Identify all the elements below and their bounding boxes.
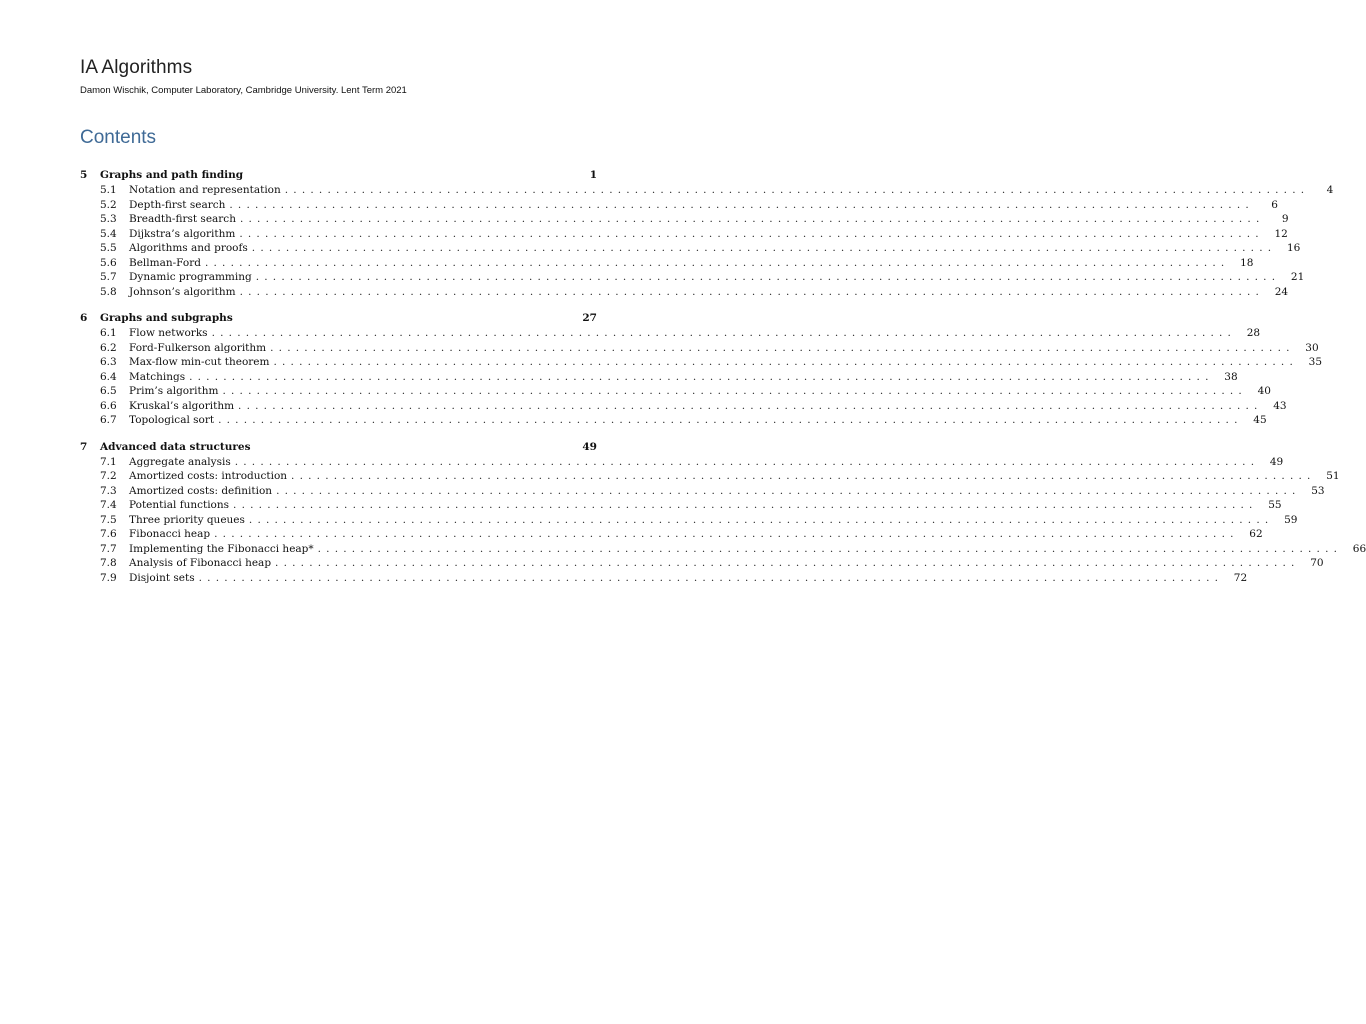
section-page: 38	[1224, 370, 1238, 383]
toc-chapter	[80, 312, 1323, 429]
dot-leader: ........................................................................................................................	[273, 356, 1299, 368]
section-title: Amortized costs: introduction	[129, 470, 288, 482]
section-page: 6	[1271, 198, 1278, 211]
dot-leader: ........................................................................................................................	[239, 227, 1264, 240]
dot-leader: ........................................................................................................................	[276, 484, 1301, 497]
toc-section-row[interactable]	[80, 414, 1267, 429]
section-page: 12	[1274, 227, 1288, 240]
table-of-contents	[80, 169, 1366, 598]
toc-section-row[interactable]	[80, 499, 1282, 514]
section-page: 62	[1249, 528, 1263, 540]
section-title: Bellman-Ford	[129, 256, 201, 269]
section-title: Dynamic programming	[129, 271, 252, 283]
chapter-number: 6	[80, 312, 88, 324]
section-number: 7.8	[100, 557, 117, 569]
chapter-page: 1	[589, 169, 597, 181]
toc-section-row[interactable]	[80, 198, 1278, 214]
section-title: Depth-first search	[129, 198, 226, 211]
section-page: 24	[1274, 285, 1289, 298]
toc-section-row[interactable]	[80, 227, 1288, 243]
section-page: 70	[1310, 557, 1324, 569]
toc-section-row[interactable]	[80, 484, 1325, 500]
section-page: 35	[1308, 356, 1323, 368]
toc-section-row[interactable]	[80, 356, 1323, 371]
section-page: 21	[1290, 271, 1305, 283]
toc-section-row[interactable]	[80, 370, 1238, 386]
section-number: 7.9	[100, 571, 117, 584]
section-title: Algorithms and proofs	[129, 242, 248, 254]
section-number: 7.6	[100, 528, 117, 540]
section-page: 53	[1311, 484, 1325, 497]
section-number: 5.5	[100, 242, 117, 254]
section-title: Prim’s algorithm	[129, 385, 219, 397]
section-page: 51	[1326, 470, 1340, 482]
section-page: 18	[1240, 256, 1254, 269]
section-page: 72	[1233, 571, 1248, 584]
section-title: Breadth-first search	[129, 213, 236, 225]
toc-chapter	[80, 169, 1334, 300]
section-number: 7.3	[100, 484, 117, 497]
toc-section-row[interactable]	[80, 557, 1324, 572]
section-page: 16	[1286, 242, 1301, 254]
chapter-title: Graphs and subgraphs	[100, 312, 233, 324]
chapter-title: Advanced data structures	[100, 440, 251, 453]
dot-leader: ........................................................................................................................	[317, 542, 1343, 555]
dot-leader: ........................................................................................................................	[270, 341, 1295, 354]
section-title: Potential functions	[129, 499, 230, 511]
section-title: Analysis of Fibonacci heap	[129, 557, 272, 569]
section-number: 7.1	[100, 455, 117, 468]
section-page: 30	[1305, 341, 1319, 354]
chapter-number: 7	[80, 440, 88, 453]
section-number: 5.2	[100, 198, 117, 211]
toc-section-row[interactable]	[80, 455, 1284, 471]
section-number: 7.2	[100, 470, 117, 482]
section-page: 40	[1257, 385, 1271, 397]
dot-leader: ........................................................................................................................	[214, 528, 1239, 540]
toc-chapter	[80, 440, 1366, 587]
toc-chapter-row[interactable]	[80, 441, 597, 456]
section-title: Disjoint sets	[129, 571, 195, 584]
section-number: 6.3	[100, 356, 117, 368]
toc-section-row[interactable]	[80, 399, 1287, 415]
dot-leader: ........................................................................................................................	[275, 557, 1300, 569]
section-page: 28	[1246, 327, 1261, 339]
dot-leader: ........................................................................................................................	[204, 256, 1230, 269]
section-title: Johnson’s algorithm	[129, 285, 236, 298]
dot-leader: ........................................................................................................................	[248, 513, 1274, 526]
section-page: 49	[1269, 455, 1284, 468]
chapter-page: 49	[582, 440, 597, 453]
section-number: 5.7	[100, 271, 117, 283]
section-number: 5.3	[100, 213, 117, 225]
section-page: 43	[1273, 399, 1287, 412]
section-number: 7.4	[100, 499, 117, 511]
dot-leader: ........................................................................................................................	[218, 414, 1243, 426]
dot-leader: ........................................................................................................................	[189, 370, 1214, 383]
toc-section-row[interactable]	[80, 341, 1319, 357]
section-page: 66	[1352, 542, 1366, 555]
dot-leader: ........................................................................................................................	[238, 399, 1263, 412]
section-title: Aggregate analysis	[129, 455, 231, 468]
chapter-number: 5	[80, 169, 88, 181]
dot-leader: ........................................................................................................................	[255, 271, 1281, 283]
toc-section-row[interactable]	[80, 571, 1248, 587]
section-number: 6.2	[100, 341, 117, 354]
toc-section-row[interactable]	[80, 285, 1289, 301]
toc-chapter-row[interactable]	[80, 312, 597, 327]
toc-section-row[interactable]	[80, 256, 1254, 272]
dot-leader: ........................................................................................................................	[234, 455, 1260, 468]
section-number: 5.6	[100, 256, 117, 269]
chapter-page: 27	[582, 312, 597, 324]
section-title: Max-flow min-cut theorem	[129, 356, 270, 368]
dot-leader: ........................................................................................................................	[198, 571, 1224, 584]
document-title: IA Algorithms	[80, 57, 193, 78]
dot-leader: ........................................................................................................................	[239, 285, 1265, 298]
toc-section-row[interactable]	[80, 542, 1366, 558]
section-title: Notation and representation	[129, 184, 281, 196]
section-number: 6.1	[100, 327, 117, 339]
section-number: 5.4	[100, 227, 117, 240]
section-title: Three priority queues	[129, 513, 245, 526]
toc-section-row[interactable]	[80, 184, 1334, 199]
dot-leader: ........................................................................................................................	[229, 198, 1254, 211]
section-title: Ford-Fulkerson algorithm	[129, 341, 267, 354]
toc-section-row[interactable]	[80, 470, 1340, 485]
toc-section-row[interactable]	[80, 528, 1263, 543]
toc-section-row[interactable]	[80, 327, 1261, 342]
toc-section-row[interactable]	[80, 242, 1301, 257]
section-title: Flow networks	[129, 327, 208, 339]
section-title: Amortized costs: definition	[129, 484, 273, 497]
section-number: 7.5	[100, 513, 117, 526]
section-number: 7.7	[100, 542, 117, 555]
section-title: Dijkstra’s algorithm	[129, 227, 236, 240]
section-page: 9	[1281, 213, 1289, 225]
document-subtitle: Damon Wischik, Computer Laboratory, Cambridge University. Lent Term 2021	[80, 85, 407, 96]
dot-leader: ........................................................................................................................	[251, 242, 1277, 254]
dot-leader: ........................................................................................................................	[291, 470, 1316, 482]
section-page: 55	[1268, 499, 1282, 511]
section-title: Fibonacci heap	[129, 528, 211, 540]
section-page: 45	[1253, 414, 1267, 426]
toc-section-row[interactable]	[80, 271, 1305, 286]
dot-leader: ........................................................................................................................	[233, 499, 1258, 511]
dot-leader: ........................................................................................................................	[239, 213, 1265, 225]
dot-leader: ........................................................................................................................	[222, 385, 1247, 397]
section-number: 6.7	[100, 414, 117, 426]
toc-section-row[interactable]	[80, 385, 1271, 400]
section-number: 6.4	[100, 370, 117, 383]
contents-heading: Contents	[80, 127, 157, 148]
section-title: Kruskal’s algorithm	[129, 399, 235, 412]
toc-section-row[interactable]	[80, 213, 1289, 228]
dot-leader: ........................................................................................................................	[211, 327, 1237, 339]
section-title: Implementing the Fibonacci heap*	[129, 542, 314, 555]
section-number: 6.6	[100, 399, 117, 412]
dot-leader: ........................................................................................................................	[284, 184, 1310, 196]
section-title: Topological sort	[129, 414, 215, 426]
section-page: 4	[1326, 184, 1334, 196]
section-number: 5.1	[100, 184, 117, 196]
chapter-title: Graphs and path finding	[100, 169, 244, 181]
section-number: 6.5	[100, 385, 117, 397]
toc-section-row[interactable]	[80, 513, 1298, 529]
section-number: 5.8	[100, 285, 117, 298]
section-page: 59	[1284, 513, 1298, 526]
toc-chapter-row[interactable]	[80, 169, 597, 184]
section-title: Matchings	[129, 370, 186, 383]
